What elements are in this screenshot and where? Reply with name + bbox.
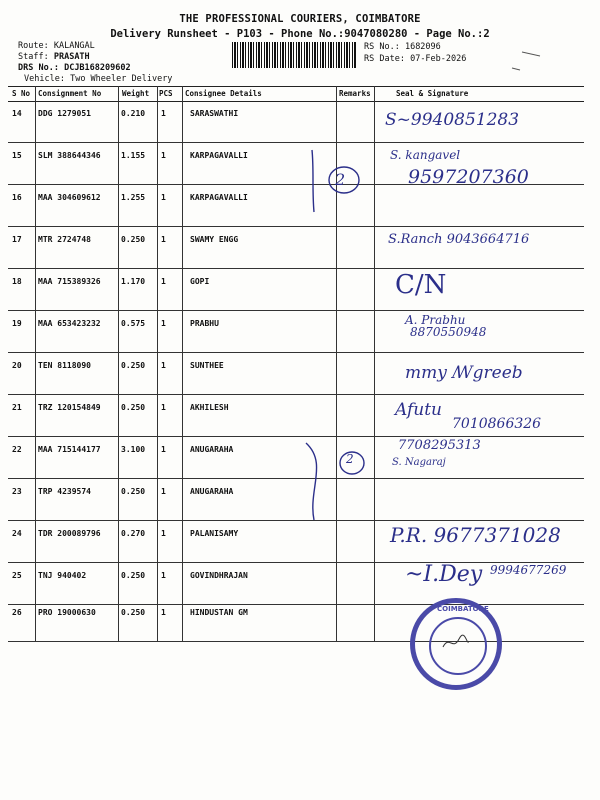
pen-marks bbox=[500, 38, 570, 78]
cell-consignee: HINDUSTAN GM bbox=[190, 608, 248, 617]
cell-pcs: 1 bbox=[161, 571, 166, 580]
cell-pcs: 1 bbox=[161, 445, 166, 454]
cell-consignee: PALANISAMY bbox=[190, 529, 239, 538]
cell-pcs: 1 bbox=[161, 361, 166, 370]
cell-sno: 17 bbox=[12, 235, 22, 244]
cell-consignment: TDR 200089796 bbox=[38, 529, 101, 538]
cell-consignment: TRZ 120154849 bbox=[38, 403, 101, 412]
cell-consignment: MAA 653423232 bbox=[38, 319, 101, 328]
col-pcs: PCS bbox=[159, 89, 173, 98]
scribble: S.Ranch bbox=[388, 232, 447, 247]
cell-weight: 0.250 bbox=[121, 487, 146, 496]
cell-consignee: PRABHU bbox=[190, 319, 219, 328]
cell-consignment: MAA 715389326 bbox=[38, 277, 101, 286]
cell-weight: 0.250 bbox=[121, 571, 146, 580]
scribble: S~ bbox=[385, 110, 411, 130]
cell-consignee: GOVINDHRAJAN bbox=[190, 571, 248, 580]
route-label: Route: bbox=[18, 41, 49, 51]
col-sno: S No bbox=[12, 89, 31, 98]
staff-value: PRASATH bbox=[53, 52, 90, 62]
cell-pcs: 1 bbox=[161, 193, 166, 202]
barcode bbox=[232, 42, 357, 68]
vehicle-label: Vehicle: bbox=[24, 74, 65, 84]
cell-sno: 21 bbox=[12, 403, 22, 412]
cell-weight: 1.255 bbox=[121, 193, 146, 202]
signature-row24 bbox=[390, 523, 561, 547]
cell-weight: 0.575 bbox=[121, 319, 146, 328]
cell-pcs: 1 bbox=[161, 487, 166, 496]
rs-date-line bbox=[364, 54, 466, 64]
cell-weight: 0.250 bbox=[121, 361, 146, 370]
col-consignment: Consignment No bbox=[38, 89, 102, 98]
cell-sno: 16 bbox=[12, 193, 22, 202]
phone-number: 9940851283 bbox=[410, 110, 520, 130]
cell-consignment: SLM 388644346 bbox=[38, 151, 101, 160]
cell-sno: 14 bbox=[12, 109, 22, 118]
remarks-mark-row22 bbox=[300, 435, 370, 525]
signature-row25-scribble: ~Ⅰ.Dey bbox=[405, 562, 483, 587]
signature-row15-phone: 9597207360 bbox=[408, 166, 529, 188]
cell-consignee: ANUGARAHA bbox=[190, 445, 234, 454]
cell-weight: 0.250 bbox=[121, 403, 146, 412]
cell-consignee: AKHILESH bbox=[190, 403, 229, 412]
signature-row20: mmy ꟿgreeb bbox=[405, 363, 523, 383]
rs-no-value: 1682096 bbox=[404, 42, 441, 52]
rs-date-label: RS Date: bbox=[364, 54, 405, 64]
table-row bbox=[8, 185, 584, 227]
cell-pcs: 1 bbox=[161, 277, 166, 286]
cell-weight: 0.270 bbox=[121, 529, 146, 538]
cell-consignment: MAA 304609612 bbox=[38, 193, 101, 202]
cell-sno: 20 bbox=[12, 361, 22, 370]
col-remarks: Remarks bbox=[339, 89, 371, 98]
cell-weight: 1.170 bbox=[121, 277, 146, 286]
cell-consignment: PRO 19000630 bbox=[38, 608, 96, 617]
seal-text: COIMBATORE bbox=[437, 605, 489, 613]
route-line bbox=[18, 41, 95, 51]
cell-sno: 25 bbox=[12, 571, 22, 580]
cell-sno: 22 bbox=[12, 445, 22, 454]
signature-row14 bbox=[385, 110, 519, 130]
cell-sno: 19 bbox=[12, 319, 22, 328]
cell-sno: 24 bbox=[12, 529, 22, 538]
phone-number: 9677371028 bbox=[433, 523, 561, 547]
signature-row17 bbox=[388, 232, 529, 247]
company-seal-stamp bbox=[410, 598, 502, 690]
cell-consignment: MTR 2724748 bbox=[38, 235, 91, 244]
document-subtitle: Delivery Runsheet - P103 - Phone No.:9047080280 - Page No.:2 bbox=[110, 28, 490, 40]
cell-weight: 0.250 bbox=[121, 608, 146, 617]
cell-pcs: 1 bbox=[161, 608, 166, 617]
cell-sno: 26 bbox=[12, 608, 22, 617]
cell-weight: 3.100 bbox=[121, 445, 146, 454]
phone-number: 9043664716 bbox=[446, 232, 530, 247]
cell-consignee: KARPAGAVALLI bbox=[190, 151, 248, 160]
cell-consignee: KARPAGAVALLI bbox=[190, 193, 248, 202]
seal-signature-scribble bbox=[441, 633, 471, 653]
drs-label: DRS No.: bbox=[18, 63, 59, 73]
table-header bbox=[8, 86, 584, 102]
cell-consignee: SWAMY ENGG bbox=[190, 235, 239, 244]
rs-no-label: RS No.: bbox=[364, 42, 400, 52]
col-weight: Weight bbox=[122, 89, 150, 98]
remarks-value-row22: 2 bbox=[346, 452, 354, 466]
cell-consignee: SARASWATHI bbox=[190, 109, 239, 118]
cell-consignee: SUNTHEE bbox=[190, 361, 224, 370]
signature-row22-phone: 7708295313 bbox=[398, 438, 481, 453]
signature-row18: C/N bbox=[395, 270, 447, 300]
scribble: P.R. bbox=[390, 523, 434, 547]
table-row bbox=[8, 311, 584, 353]
signature-row21-scribble: Afutu bbox=[395, 400, 442, 420]
signature-row19-name: A. Prabhu bbox=[405, 313, 466, 327]
cell-weight: 0.210 bbox=[121, 109, 146, 118]
drs-line bbox=[18, 63, 131, 73]
cell-pcs: 1 bbox=[161, 235, 166, 244]
staff-label: Staff: bbox=[18, 52, 49, 62]
cell-consignment: TRP 4239574 bbox=[38, 487, 91, 496]
drs-value: DCJB168209602 bbox=[64, 63, 131, 73]
cell-weight: 1.155 bbox=[121, 151, 146, 160]
cell-pcs: 1 bbox=[161, 529, 166, 538]
cell-consignee: ANUGARAHA bbox=[190, 487, 234, 496]
vehicle-line bbox=[24, 74, 172, 84]
vehicle-value: Two Wheeler Delivery bbox=[70, 74, 173, 84]
col-seal: Seal & Signature bbox=[396, 89, 469, 98]
cell-pcs: 1 bbox=[161, 403, 166, 412]
signature-row15-name: S. kangavel bbox=[390, 148, 461, 162]
col-consignee: Consignee Details bbox=[185, 89, 262, 98]
signature-row21-phone: 7010866326 bbox=[452, 416, 542, 432]
cell-weight: 0.250 bbox=[121, 235, 146, 244]
cell-consignment: TNJ 940402 bbox=[38, 571, 87, 580]
cell-consignment: MAA 715144177 bbox=[38, 445, 101, 454]
signature-row25-phone: 9994677269 bbox=[490, 563, 567, 577]
signature-row19-phone: 8870550948 bbox=[410, 325, 487, 339]
cell-consignment: TEN 8118090 bbox=[38, 361, 91, 370]
cell-pcs: 1 bbox=[161, 319, 166, 328]
staff-line bbox=[18, 52, 90, 62]
document-title: THE PROFESSIONAL COURIERS, COIMBATORE bbox=[179, 13, 421, 25]
rs-no-line bbox=[364, 42, 441, 52]
signature-row22-name: S. Nagaraj bbox=[392, 457, 446, 468]
table-row bbox=[8, 269, 584, 311]
table-row bbox=[8, 437, 584, 479]
rs-date-value: 07-Feb-2026 bbox=[410, 54, 467, 64]
route-value: KALANGAL bbox=[53, 41, 95, 51]
cell-pcs: 1 bbox=[161, 151, 166, 160]
table-row bbox=[8, 479, 584, 521]
remarks-value-row15: 2 bbox=[335, 170, 346, 189]
cell-sno: 23 bbox=[12, 487, 22, 496]
cell-consignment: DDG 1279051 bbox=[38, 109, 91, 118]
cell-sno: 18 bbox=[12, 277, 22, 286]
cell-sno: 15 bbox=[12, 151, 22, 160]
cell-pcs: 1 bbox=[161, 109, 166, 118]
cell-consignee: GOPI bbox=[190, 277, 210, 286]
